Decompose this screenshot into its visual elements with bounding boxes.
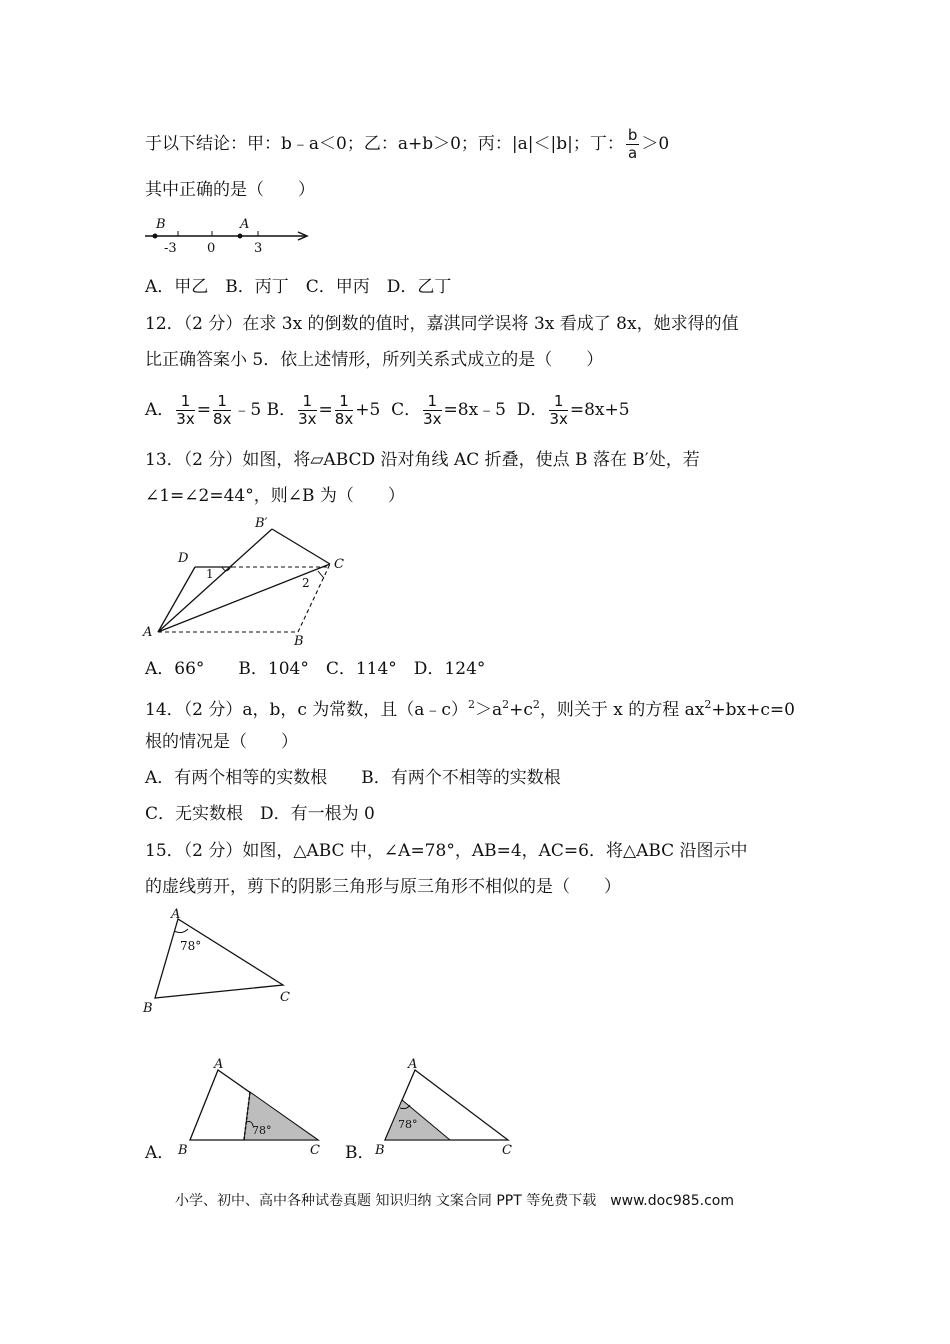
q13-line1: 13．（2 分）如图，将▱ABCD 沿对角线 AC 折叠，使点 B 落在 B′处，若 xyxy=(145,450,700,470)
vertex-c: C xyxy=(502,1143,512,1158)
fraction-1-over-3x: $\frac{1}{3x}$ xyxy=(298,392,317,428)
vertex-b: B xyxy=(143,1001,153,1015)
q14-options-ab: A．有两个相等的实数根 B．有两个不相等的实数根 xyxy=(145,768,561,788)
page-footer: 小学、初中、高中各种试卷真题 知识归纳 文案合同 PPT 等免费下载 www.doc985.com xyxy=(175,1193,734,1209)
vertex-a: A xyxy=(143,625,153,640)
parallelogram-fold-figure xyxy=(140,512,370,647)
vertex-b: B xyxy=(178,1143,188,1158)
vertex-c: C xyxy=(280,990,290,1005)
q11-conclusions: 于以下结论：甲：b﹣a＜0；乙：a+b＞0；丙：|a|＜|b|；丁： $\frac{b}{a}$ ＞0 xyxy=(145,126,670,162)
vertex-d: D xyxy=(178,551,189,566)
q13-line2: ∠1=∠2=44°，则∠B 为（ ） xyxy=(145,486,405,506)
q12-line1: 12．（2 分）在求 3x 的倒数的值时，嘉淇同学误将 3x 看成了 8x，她求得的值 xyxy=(145,314,739,334)
tick-label-0: 0 xyxy=(207,241,216,256)
vertex-c: C xyxy=(334,557,344,572)
angle-78-label: 78° xyxy=(180,939,202,953)
fraction-1-over-3x: $\frac{1}{3x}$ xyxy=(549,392,568,428)
angle-2-label: 2 xyxy=(302,576,310,590)
q12-options: A． $\frac{1}{3x}$ = $\frac{1}{8x}$ ﹣5 B． $\frac{1}{3x}$ = $\frac{1}{8x}$ +5 C． $\frac{1}{3x}$ =8x﹣5 D． $\frac{1}{3x}$ =8x+5 xyxy=(145,392,630,428)
q11-question: 其中正确的是（ ） xyxy=(145,180,315,200)
angle-1-label: 1 xyxy=(206,567,214,581)
number-line-figure xyxy=(140,212,320,260)
fraction-1-over-3x: $\frac{1}{3x}$ xyxy=(176,392,195,428)
angle-78-label: 78° xyxy=(398,1118,418,1131)
fraction-1-over-8x: $\frac{1}{8x}$ xyxy=(212,392,232,428)
vertex-b-prime: B′ xyxy=(255,516,268,531)
tick-label-3: 3 xyxy=(254,241,263,256)
q15-line2: 的虚线剪开，剪下的阴影三角形与原三角形不相似的是（ ） xyxy=(145,877,621,897)
vertex-a: A xyxy=(171,907,181,922)
option-a-figure xyxy=(170,1050,330,1160)
q14-line2: 根的情况是（ ） xyxy=(145,732,298,752)
tick-label-neg3: -3 xyxy=(164,241,177,256)
q15-line1: 15．（2 分）如图，△ABC 中，∠A=78°，AB=4，AC=6．将△ABC 沿图示中 xyxy=(145,841,748,861)
angle-78-label: 78° xyxy=(252,1124,272,1137)
vertex-b: B xyxy=(375,1143,385,1158)
q11-options: A．甲乙 B．丙丁 C．甲丙 D．乙丁 xyxy=(145,277,452,297)
q15-option-a-label: A． xyxy=(145,1143,175,1163)
triangle-abc-figure xyxy=(140,905,310,1015)
fraction-b-over-a: $\frac{b}{a}$ xyxy=(627,126,638,162)
vertex-a: A xyxy=(214,1057,224,1072)
q12-line2: 比正确答案小 5．依上述情形，所列关系式成立的是（ ） xyxy=(145,350,604,370)
q15-option-b-label: B． xyxy=(345,1143,375,1163)
vertex-c: C xyxy=(310,1143,320,1158)
q14-options-cd: C．无实数根 D．有一根为 0 xyxy=(145,804,375,824)
axis-label-b: B xyxy=(156,217,166,232)
vertex-b: B xyxy=(294,634,304,647)
q13-options: A．66° B．104° C．114° D．124° xyxy=(145,659,486,679)
vertex-a: A xyxy=(408,1057,418,1072)
fraction-1-over-3x: $\frac{1}{3x}$ xyxy=(423,392,442,428)
option-b-figure xyxy=(370,1050,530,1160)
fraction-1-over-8x: $\frac{1}{8x}$ xyxy=(334,392,354,428)
axis-label-a: A xyxy=(240,217,250,232)
q14-line1: 14．（2 分）a，b，c 为常数，且$(a﹣c)^2>a^2+c^2$，则关于 x 的方程 $ax^2+bx+c=0$ xyxy=(145,698,795,720)
